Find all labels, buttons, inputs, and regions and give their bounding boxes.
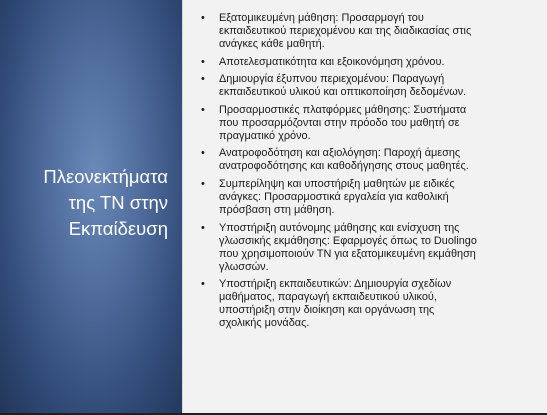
bullet-dot-icon: • [201, 73, 205, 86]
bullet-line: γλωσσικής εκμάθησης: Εφαρμογές όπως το Duolingo [219, 234, 477, 247]
bullet-line: που χρησιμοποιούν ΤΝ για εξατομικευμένη εκμάθηση [219, 247, 476, 260]
slide-title [0, 164, 168, 242]
bullet-line: Προσαρμοστικές πλατφόρμες μάθησης: Συστήματα [219, 103, 467, 116]
bullet-line: Συμπερίληψη και υποστήριξη μαθητών με ειδικές [219, 177, 455, 190]
bullet-line: πραγματικό χρόνο. [219, 129, 311, 142]
bullet-line: μαθήματος, παραγωγή εκπαιδευτικού υλικού, [219, 291, 437, 304]
bullet-line: ανάγκες: Προσαρμοστικά εργαλεία για καθολική [219, 190, 449, 203]
content-panel [183, 0, 547, 413]
bullet-dot-icon: • [201, 12, 205, 24]
bullet-line: πρόσβαση στη μάθηση. [219, 203, 335, 216]
bullet-line: γλωσσών. [219, 260, 269, 273]
bullet-dot-icon: • [201, 221, 205, 234]
bullet-item [199, 56, 529, 69]
slide-title-line: Πλεονεκτήματα [43, 166, 168, 187]
bullet-item [199, 278, 529, 330]
slide-title-line: Εκπαίδευση [68, 218, 168, 239]
bullet-line: που προσαρμόζονται στην πρόοδο του μαθητή σε [219, 116, 460, 129]
bullet-dot-icon: • [201, 177, 205, 190]
bullet-item [199, 222, 529, 274]
bullet-line: Εξατομικευμένη μάθηση: Προσαρμογή του [219, 12, 424, 24]
bullet-line: ανάγκες κάθε μαθητή. [219, 38, 325, 50]
bullet-list [199, 12, 529, 335]
slide-title-line: της ΤΝ στην [68, 192, 168, 213]
bullet-line: Αποτελεσματικότητα και εξοικονόμηση χρόνου. [219, 55, 445, 68]
bullet-line: Υποστήριξη αυτόνομης μάθησης και ενίσχυση της [219, 221, 460, 234]
bullet-item [199, 73, 529, 99]
bullet-line: ανατροφοδότησης και καθοδήγησης στους μαθητές. [219, 160, 469, 173]
bullet-line: Δημιουργία έξυπνου περιεχομένου: Παραγωγή [219, 73, 445, 86]
bullet-line: εκπαιδευτικού υλικού και οπτικοποίηση δεδομένων. [219, 86, 467, 99]
bullet-line: σχολικής μονάδας. [219, 317, 310, 330]
bullet-item [199, 104, 529, 143]
bullet-dot-icon: • [201, 103, 205, 116]
bullet-item [199, 178, 529, 217]
bullet-dot-icon: • [201, 147, 205, 160]
bullet-item [199, 147, 529, 173]
bullet-line: υποστήριξη στην διοίκηση και οργάνωση της [219, 304, 435, 317]
bullet-line: Ανατροφοδότηση και αξιολόγηση: Παροχή άμεσης [219, 147, 461, 160]
bullet-line: εκπαιδευτικού περιεχομένου και της διαδικασίας στις [219, 25, 472, 37]
bullet-dot-icon: • [201, 55, 205, 68]
title-panel [0, 0, 183, 413]
bullet-dot-icon: • [201, 278, 205, 291]
bullet-line: Υποστήριξη εκπαιδευτικών: Δημιουργία σχεδίων [219, 278, 452, 291]
bullet-item [199, 12, 529, 51]
